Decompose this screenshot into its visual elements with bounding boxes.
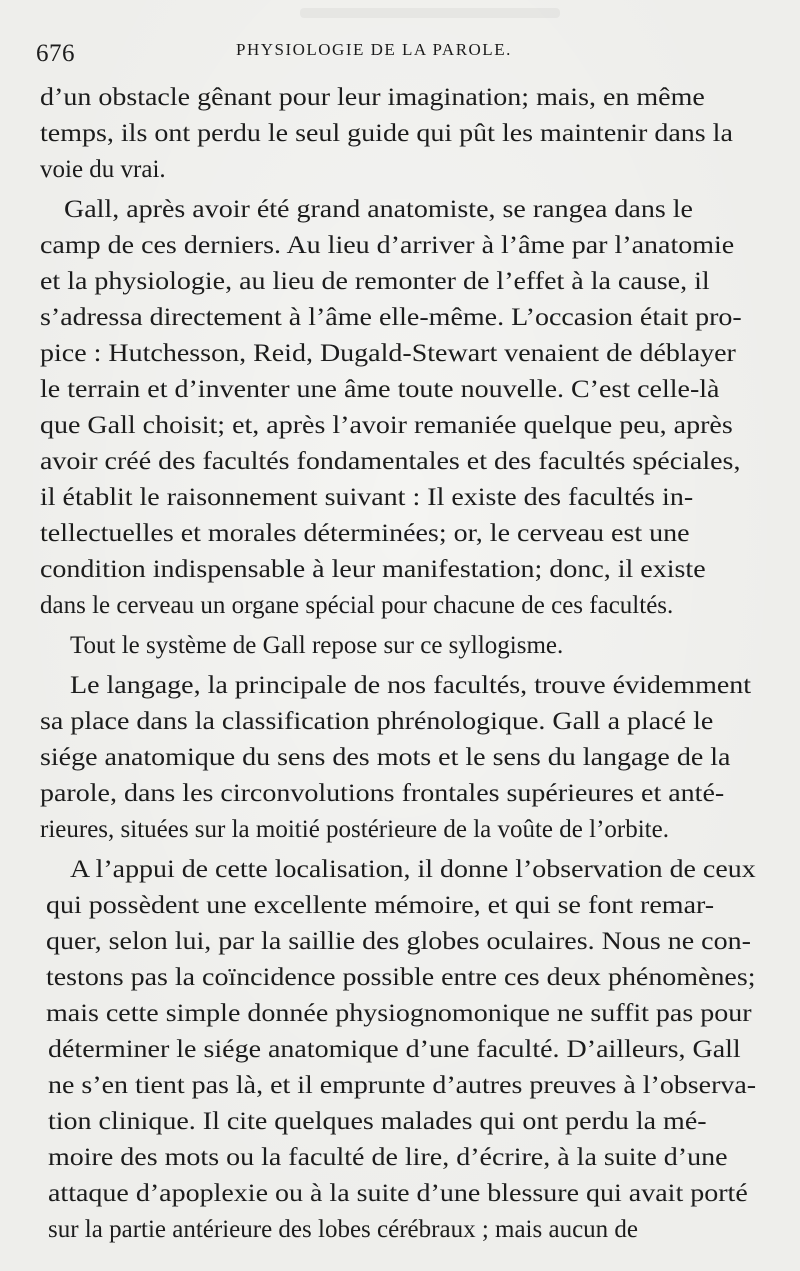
text-line: attaque d’apoplexie ou à la suite d’une blessure qui avait porté bbox=[48, 1180, 748, 1207]
text-line: condition indispensable à leur manifestation; donc, il existe bbox=[40, 556, 706, 583]
text-line: Tout le système de Gall repose sur ce syllogisme. bbox=[70, 632, 564, 659]
running-title: PHYSIOLOGIE DE LA PAROLE. bbox=[236, 40, 512, 59]
text-line: siége anatomique du sens des mots et le sens du langage de la bbox=[40, 744, 731, 771]
text-line: Le langage, la principale de nos facultés, trouve évidemment bbox=[70, 672, 752, 699]
text-line: rieures, situées sur la moitié postérieure de la voûte de l’orbite. bbox=[40, 816, 669, 843]
text-line: parole, dans les circonvolutions frontales supérieures et anté- bbox=[40, 780, 725, 807]
text-line: mais cette simple donnée physiognomonique ne suffit pas pour bbox=[46, 1000, 752, 1027]
text-line: camp de ces derniers. Au lieu d’arriver à l’âme par l’anatomie bbox=[40, 232, 735, 259]
text-line: A l’appui de cette localisation, il donne l’observation de ceux bbox=[70, 856, 756, 883]
text-line: le terrain et d’inventer une âme toute nouvelle. C’est celle-là bbox=[40, 376, 720, 403]
text-line: qui possèdent une excellente mémoire, et qui se font remar- bbox=[46, 892, 715, 919]
text-line: tion clinique. Il cite quelques malades qui ont perdu la mé- bbox=[48, 1108, 707, 1135]
text-line: temps, ils ont perdu le seul guide qui pût les maintenir dans la bbox=[40, 120, 733, 147]
text-line: sur la partie antérieure des lobes cérébraux ; mais aucun de bbox=[48, 1216, 639, 1243]
text-line: dans le cerveau un organe spécial pour chacune de ces facultés. bbox=[40, 592, 674, 619]
text-line: moire des mots ou la faculté de lire, d’écrire, à la suite d’une bbox=[48, 1144, 728, 1171]
text-line: sa place dans la classification phrénologique. Gall a placé le bbox=[40, 708, 714, 735]
text-line: déterminer le siége anatomique d’une faculté. D’ailleurs, Gall bbox=[48, 1036, 741, 1063]
text-line: tellectuelles et morales déterminées; or, le cerveau est une bbox=[40, 520, 690, 547]
text-line: d’un obstacle gênant pour leur imagination; mais, en même bbox=[40, 84, 705, 111]
text-line: ne s’en tient pas là, et il emprunte d’autres preuves à l’observa- bbox=[48, 1072, 757, 1099]
text-line: quer, selon lui, par la saillie des globes oculaires. Nous ne con- bbox=[46, 928, 751, 955]
text-line: avoir créé des facultés fondamentales et des facultés spéciales, bbox=[40, 448, 741, 475]
text-line: testons pas la coïncidence possible entre ces deux phénomènes; bbox=[46, 964, 756, 991]
text-line: il établit le raisonnement suivant : Il existe des facultés in- bbox=[40, 484, 694, 511]
page-number: 676 bbox=[36, 40, 75, 67]
text-line: Gall, après avoir été grand anatomiste, se rangea dans le bbox=[64, 196, 693, 223]
text-line: que Gall choisit; et, après l’avoir remaniée quelque peu, après bbox=[40, 412, 733, 439]
text-line: pice : Hutchesson, Reid, Dugald-Stewart venaient de déblayer bbox=[40, 340, 736, 367]
text-line: et la physiologie, au lieu de remonter de l’effet à la cause, il bbox=[40, 268, 710, 295]
text-line: s’adressa directement à l’âme elle-même. L’occasion était pro- bbox=[40, 304, 742, 331]
bleed-through-shadow bbox=[300, 8, 560, 18]
running-head bbox=[36, 36, 760, 76]
text-line: voie du vrai. bbox=[40, 156, 166, 183]
